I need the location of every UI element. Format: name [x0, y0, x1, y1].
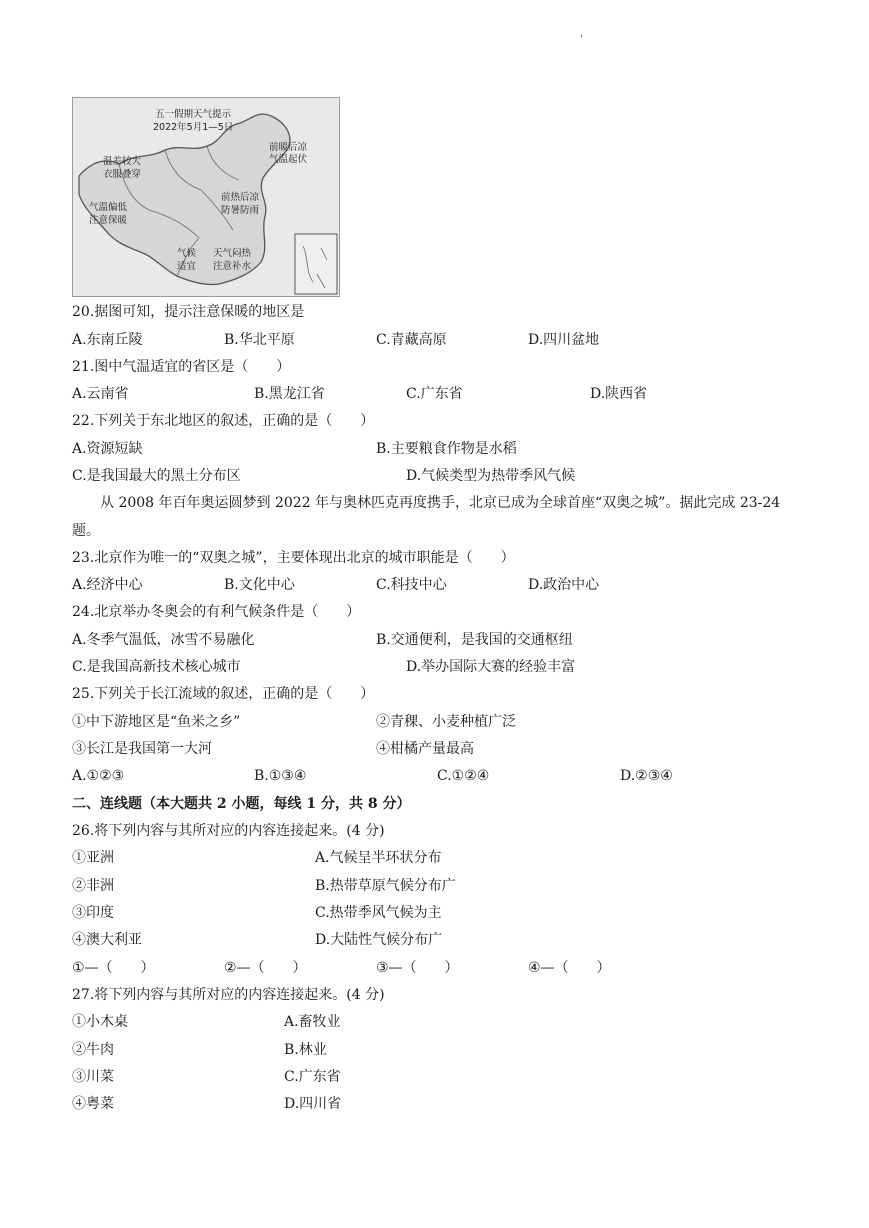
question-21-option-c: C.广东省 — [406, 386, 463, 402]
map-label-southeast-2: 注意补水 — [213, 261, 252, 272]
question-23-option-c: C.科技中心 — [376, 577, 447, 593]
question-23-option-b: B.文化中心 — [224, 577, 295, 593]
question-26-left-1: ①亚洲 — [72, 850, 114, 866]
question-25-statement-3: ③长江是我国第一大河 — [72, 741, 212, 757]
question-26-left-4: ④澳大利亚 — [72, 932, 142, 948]
question-24-option-d: D.举办国际大赛的经验丰富 — [406, 659, 576, 675]
question-24-option-c: C.是我国高新技术核心城市 — [72, 659, 241, 675]
question-27-right-c: C.广东省 — [284, 1069, 341, 1085]
question-27-right-d: D.四川省 — [284, 1096, 342, 1112]
question-26-answer-3: ③—（ ） — [376, 960, 459, 976]
question-20-option-c: C.青藏高原 — [376, 332, 447, 348]
map-label-southwest-2: 注意保暖 — [89, 215, 128, 226]
question-20-option-a: A.东南丘陵 — [72, 332, 143, 348]
map-label-northwest-1: 温差较大 — [103, 156, 142, 167]
question-26-right-c: C.热带季风气候为主 — [315, 905, 442, 921]
map-title-line2: 2022年5月1—5日 — [153, 122, 234, 133]
question-22-option-a: A.资源短缺 — [72, 441, 143, 457]
question-25-option-c: C.①②④ — [437, 768, 490, 784]
question-26-right-a: A.气候呈半环状分布 — [315, 850, 442, 866]
question-26-right-d: D.大陆性气候分布广 — [315, 932, 443, 948]
map-label-central-2: 防暑防雨 — [221, 205, 260, 216]
question-27-left-3: ③川菜 — [72, 1069, 114, 1085]
question-24-option-a: A.冬季气温低，冰雪不易融化 — [72, 632, 255, 648]
question-25-statement-2: ②青稞、小麦种植广泛 — [376, 714, 516, 730]
question-27-left-2: ②牛肉 — [72, 1042, 114, 1058]
question-27-left-1: ①小木桌 — [72, 1014, 128, 1030]
question-26-left-2: ②非洲 — [72, 878, 114, 894]
question-21-option-b: B.黑龙江省 — [254, 386, 325, 402]
question-26-answer-4: ④—（ ） — [528, 960, 611, 976]
section-2-heading: 二、连线题（本大题共 2 小题，每线 1 分，共 8 分） — [72, 796, 411, 812]
question-26-right-b: B.热带草原气候分布广 — [315, 878, 456, 894]
question-27-right-b: B.林业 — [284, 1042, 327, 1058]
question-26-left-3: ③印度 — [72, 905, 114, 921]
weather-map-figure — [72, 97, 340, 297]
question-22-option-b: B.主要粮食作物是水稻 — [376, 441, 517, 457]
question-22-option-c: C.是我国最大的黑土分布区 — [72, 468, 241, 484]
map-label-south-1: 气候 — [177, 248, 197, 259]
question-26-answer-1: ①—（ ） — [72, 960, 155, 976]
passage-line-2: 题。 — [72, 523, 100, 539]
map-label-south-2: 适宜 — [177, 261, 197, 272]
question-27-right-a: A.畜牧业 — [284, 1014, 341, 1030]
question-23-stem: 23.北京作为唯一的“双奥之城”，主要体现出北京的城市职能是（ ） — [72, 550, 515, 566]
question-26-stem: 26.将下列内容与其所对应的内容连接起来。(4 分) — [72, 823, 385, 839]
question-25-option-a: A.①②③ — [72, 768, 125, 784]
question-24-stem: 24.北京举办冬奥会的有利气候条件是（ ） — [72, 604, 361, 620]
question-27-left-4: ④粤菜 — [72, 1096, 114, 1112]
question-21-stem: 21.图中气温适宜的省区是（ ） — [72, 359, 291, 375]
question-24-option-b: B.交通便利，是我国的交通枢纽 — [376, 632, 573, 648]
question-25-option-d: D.②③④ — [620, 768, 673, 784]
question-23-option-a: A.经济中心 — [72, 577, 143, 593]
question-22-option-d: D.气候类型为热带季风气候 — [406, 468, 576, 484]
question-22-stem: 22.下列关于东北地区的叙述，正确的是（ ） — [72, 413, 375, 429]
question-26-answer-2: ②—（ ） — [224, 960, 307, 976]
map-label-northwest-2: 衣服叠穿 — [103, 169, 142, 180]
page-marker: ' — [580, 34, 583, 45]
passage-line-1: 从 2008 年百年奥运圆梦到 2022 年与奥林匹克再度携手，北京已成为全球首座“双奥之城”。据此完成 23-24 — [100, 495, 781, 511]
map-title-line1: 五一假期天气提示 — [155, 109, 232, 120]
question-25-statement-1: ①中下游地区是“鱼米之乡” — [72, 714, 241, 730]
question-25-option-b: B.①③④ — [254, 768, 307, 784]
question-20-stem: 20.据图可知，提示注意保暖的地区是 — [72, 304, 305, 320]
question-20-option-b: B.华北平原 — [224, 332, 295, 348]
question-27-stem: 27.将下列内容与其所对应的内容连接起来。(4 分) — [72, 987, 385, 1003]
question-21-option-d: D.陕西省 — [590, 386, 648, 402]
map-label-northeast-1: 前暖后凉 — [269, 142, 308, 153]
map-label-central-1: 前热后凉 — [221, 192, 260, 203]
map-label-southeast-1: 天气闷热 — [213, 248, 252, 259]
map-label-northeast-2: 气温起伏 — [269, 154, 308, 165]
question-21-option-a: A.云南省 — [72, 386, 129, 402]
question-23-option-d: D.政治中心 — [528, 577, 600, 593]
question-25-stem: 25.下列关于长江流域的叙述，正确的是（ ） — [72, 686, 375, 702]
map-label-southwest-1: 气温偏低 — [89, 202, 128, 213]
question-25-statement-4: ④柑橘产量最高 — [376, 741, 474, 757]
question-20-option-d: D.四川盆地 — [528, 332, 600, 348]
